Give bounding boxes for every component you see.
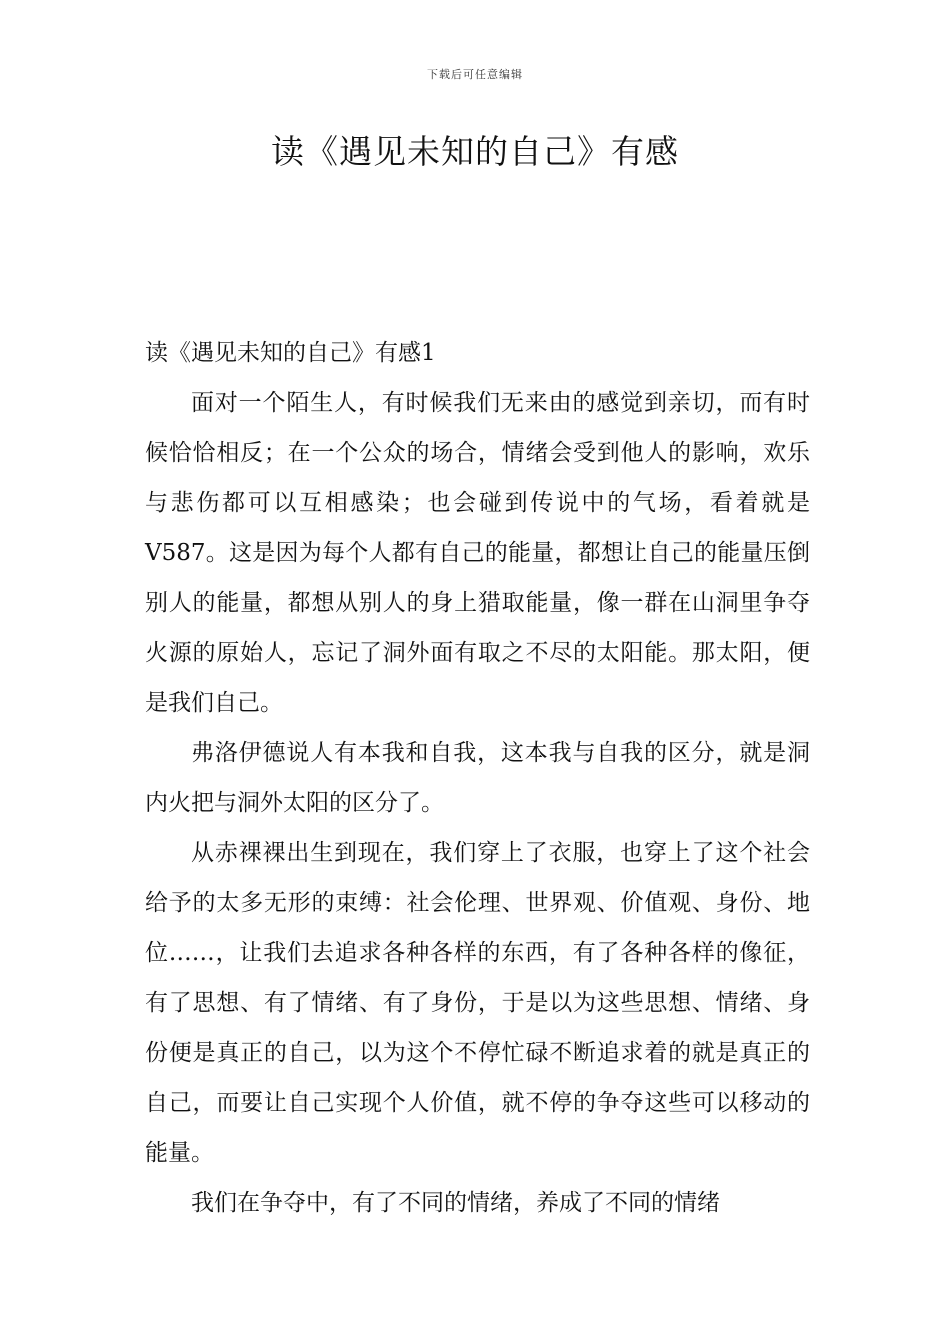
- document-title: 读《遇见未知的自己》有感: [271, 132, 679, 171]
- paragraph: 从赤裸裸出生到现在，我们穿上了衣服，也穿上了这个社会给予的太多无形的束缚：社会伦理、世界观、价值观、身份、地位……，让我们去追求各种各样的东西，有了各种各样的像征，有了思想、有了情绪、有了身份，于是以为这些思想、情绪、身份便是真正的自己，以为这个不停忙碌不断追求着的就是真正的自己，而要让自己实现个人价值，就不停的争夺这些可以移动的能量。: [145, 840, 810, 1166]
- section-heading: 读《遇见未知的自己》有感1: [145, 340, 436, 366]
- header-note: 下载后可任意编辑: [427, 68, 523, 81]
- paragraph: 我们在争夺中，有了不同的情绪，养成了不同的情绪: [191, 1190, 720, 1216]
- document-body: [145, 328, 810, 1228]
- paragraph: 弗洛伊德说人有本我和自我，这本我与自我的区分，就是洞内火把与洞外太阳的区分了。: [145, 740, 810, 816]
- paragraph: 面对一个陌生人，有时候我们无来由的感觉到亲切，而有时候恰恰相反；在一个公众的场合，情绪会受到他人的影响，欢乐与悲伤都可以互相感染；也会碰到传说中的气场，看着就是V587。这是因为每个人都有自己的能量，都想让自己的能量压倒别人的能量，都想从别人的身上猎取能量，像一群在山洞里争夺火源的原始人，忘记了洞外面有取之不尽的太阳能。那太阳，便是我们自己。: [145, 390, 810, 716]
